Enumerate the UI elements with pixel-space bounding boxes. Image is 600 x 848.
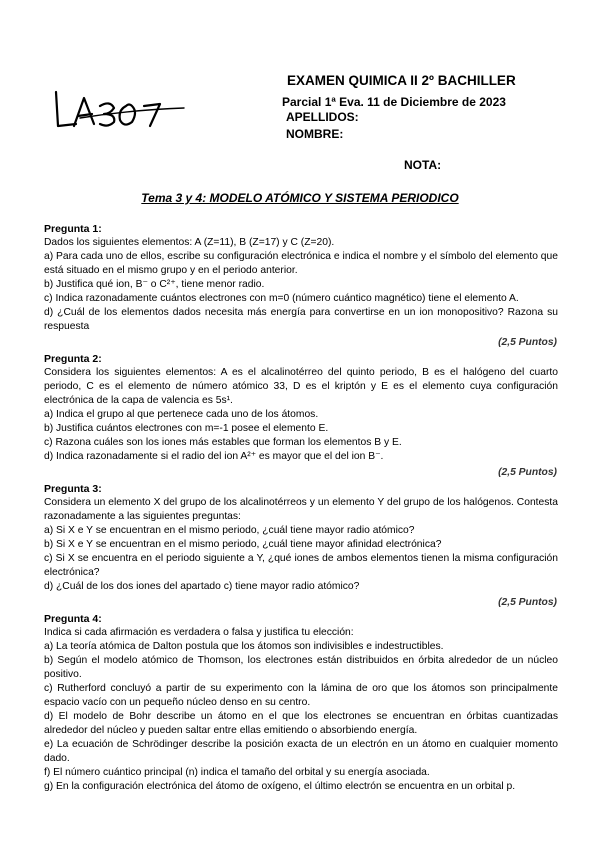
question-title: Pregunta 3: <box>44 483 102 495</box>
question-line: Indica si cada afirmación es verdadera o falsa y justifica tu elección: <box>44 627 354 638</box>
question-1 <box>44 222 558 350</box>
question-line: f) El número cuántico principal (n) indica el tamaño del orbital y su energía asociada. <box>44 767 430 778</box>
question-line: c) Rutherford concluyó a partir de su experimento con la lámina de oro que los átomos son principalmente espacio vacío con un pequeño núcleo denso en su centro. <box>44 683 558 708</box>
surname-label: APELLIDOS: <box>286 110 359 124</box>
question-line: a) Si X e Y se encuentran en el mismo periodo, ¿cuál tiene mayor radio atómico? <box>44 525 415 536</box>
question-points: (2,5 Puntos) <box>498 337 557 348</box>
question-4 <box>44 612 558 794</box>
exam-title: EXAMEN QUIMICA II 2º BACHILLER <box>287 73 516 88</box>
question-line: g) En la configuración electrónica del átomo de oxígeno, el último electrón se encuentra en un orbital p. <box>44 781 516 792</box>
question-line: d) Indica razonadamente si el radio del ion A²⁺ es mayor que el del ion B⁻. <box>44 451 384 462</box>
question-line: c) Si X se encuentra en el periodo siguiente a Y, ¿qué iones de ambos elementos tienen la misma configuración electrónica? <box>44 553 558 578</box>
question-line: d) ¿Cuál de los dos iones del apartado c) tiene mayor radio atómico? <box>44 581 360 592</box>
question-title: Pregunta 1: <box>44 223 102 235</box>
question-line: a) Indica el grupo al que pertenece cada uno de los átomos. <box>44 409 319 420</box>
question-3 <box>44 482 558 610</box>
question-points: (2,5 Puntos) <box>498 467 557 478</box>
question-line: a) Para cada uno de ellos, escribe su configuración electrónica e indica el nombre y el símbolo del elemento que está situado en el mismo grupo y en el periodo anterior. <box>44 251 558 276</box>
grade-label: NOTA: <box>404 158 442 172</box>
name-label: NOMBRE: <box>286 127 344 141</box>
question-title: Pregunta 2: <box>44 353 102 365</box>
question-line: Considera un elemento X del grupo de los alcalinotérreos y un elemento Y del grupo de los halógenos. Contesta razonadamente a las siguientes preguntas: <box>44 497 558 522</box>
exam-date: Parcial 1ª Eva. 11 de Diciembre de 2023 <box>282 95 506 109</box>
question-line: d) El modelo de Bohr describe un átomo en el que los electrones se encuentran en órbitas cuantizadas alrededor del núcleo y pueden saltar entre ellas emitiendo o absorbiendo energía. <box>44 711 558 736</box>
question-line: a) La teoría atómica de Dalton postula que los átomos son indivisibles e indestructibles. <box>44 641 444 652</box>
question-line: d) ¿Cuál de los elementos dados necesita más energía para convertirse en un ion monopositivo? Razona su respuesta <box>44 307 558 332</box>
questions-container <box>44 222 558 796</box>
handwritten-logo <box>50 88 190 132</box>
question-2 <box>44 352 558 480</box>
question-title: Pregunta 4: <box>44 613 102 625</box>
question-line: b) Según el modelo atómico de Thomson, los electrones están distribuidos en órbita alrededor de un núcleo positivo. <box>44 655 558 680</box>
question-line: b) Justifica cuántos electrones con m=-1 posee el elemento E. <box>44 423 329 434</box>
question-line: c) Razona cuáles son los iones más estables que forman los elementos B y E. <box>44 437 402 448</box>
question-line: e) La ecuación de Schrödinger describe la posición exacta de un electrón en un átomo en cualquier momento dado. <box>44 739 558 764</box>
question-points: (2,5 Puntos) <box>498 597 557 608</box>
question-line: b) Si X e Y se encuentran en el mismo periodo, ¿cuál tiene mayor afinidad electrónica? <box>44 539 442 550</box>
question-line: b) Justifica qué ion, B⁻ o C²⁺, tiene menor radio. <box>44 279 265 290</box>
question-line: Considera los siguientes elementos: A es el alcalinotérreo del quinto periodo, B es el halógeno del cuarto periodo, C es el elemento de número atómico 33, D es el kriptón y E es el elemento cuya configuración electrónica de la capa de valencia es 5s¹. <box>44 367 558 406</box>
question-line: c) Indica razonadamente cuántos electrones con m=0 (número cuántico magnético) tiene el elemento A. <box>44 293 519 304</box>
exam-theme: Tema 3 y 4: MODELO ATÓMICO Y SISTEMA PERIODICO <box>141 191 459 205</box>
question-line: Dados los siguientes elementos: A (Z=11), B (Z=17) y C (Z=20). <box>44 237 335 248</box>
